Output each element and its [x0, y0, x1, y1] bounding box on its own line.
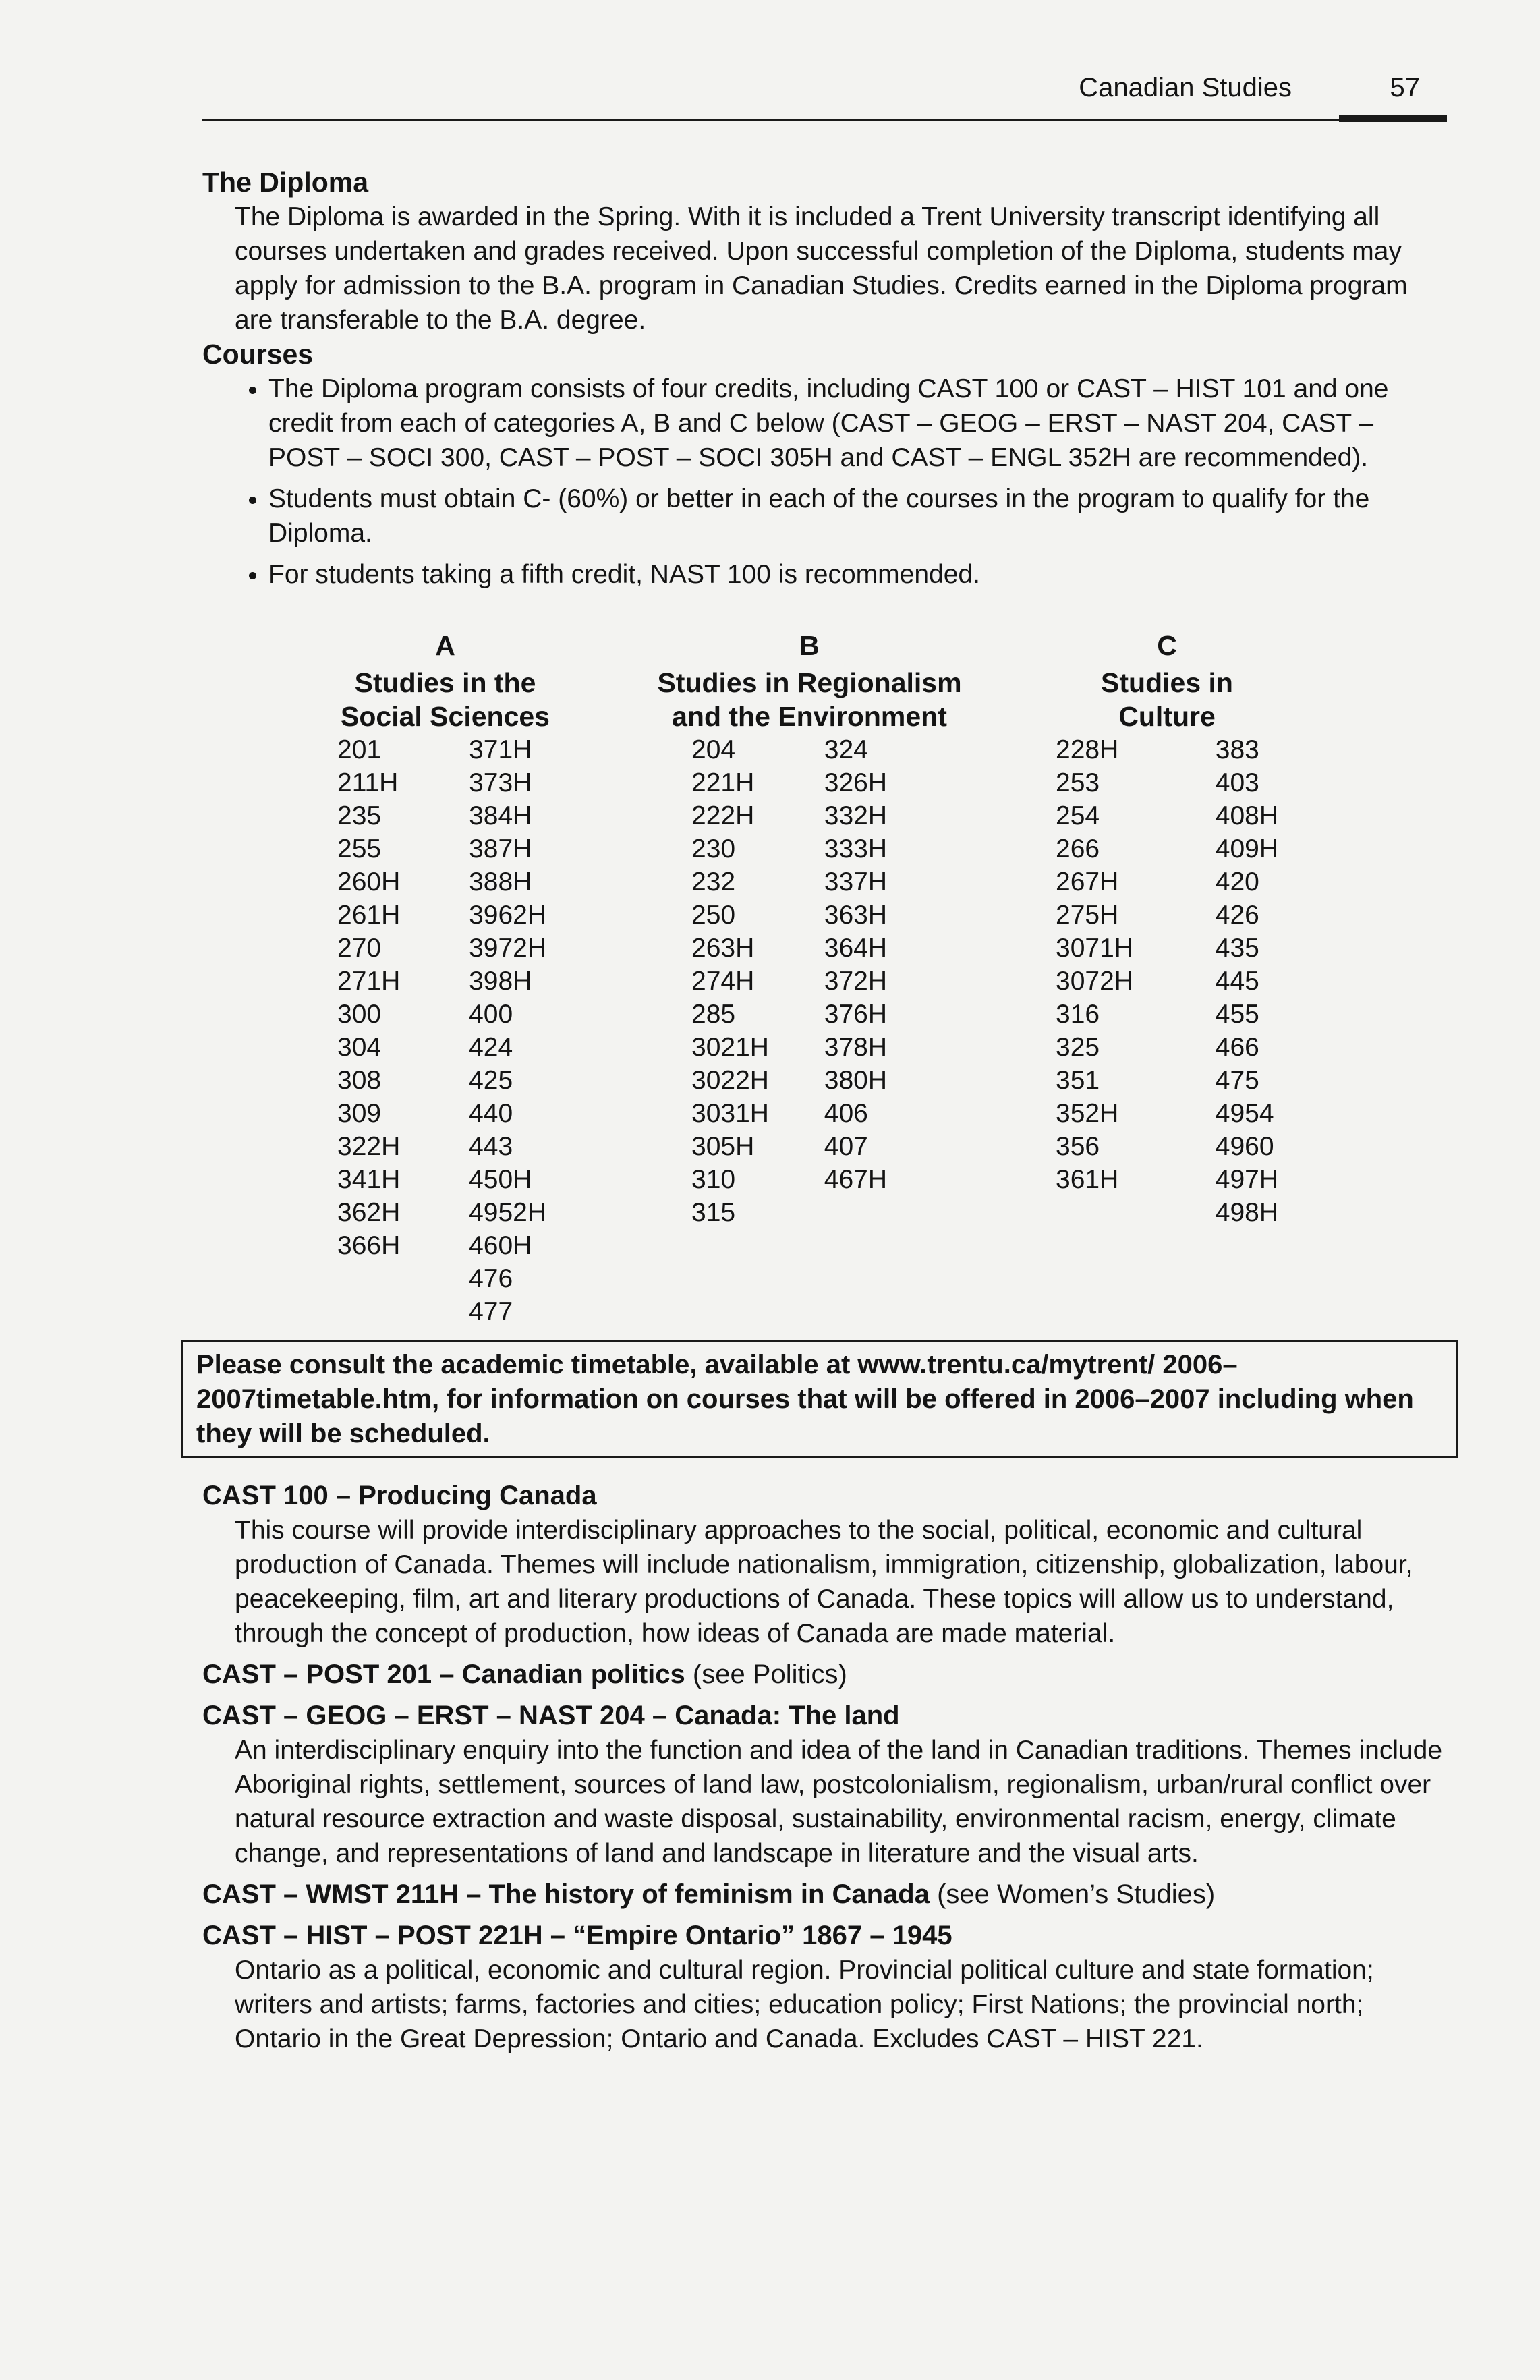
course-number: 250 — [691, 901, 736, 930]
course-title — [202, 1699, 1447, 1733]
category-title-line: Culture — [1118, 701, 1216, 732]
course-number: 267H — [1056, 868, 1119, 897]
course-number: 378H — [824, 1033, 887, 1062]
course-number: 3022H — [691, 1066, 769, 1095]
course-code-title: CAST – GEOG – ERST – NAST 204 – Canada: The land — [202, 1701, 900, 1730]
course-entry — [202, 1877, 1447, 1912]
course-number: 475 — [1215, 1066, 1259, 1095]
course-number: 222H — [691, 801, 755, 830]
course-number: 326H — [824, 768, 887, 797]
course-description: Ontario as a political, economic and cultural region. Provincial political culture and state formation; writers and artists; farms, factories and cities; education policy; First Nations; the provincial north; Ontario in the Great Depression; Ontario and Canada. Excludes CAST – HIST 221. — [235, 1956, 1374, 2053]
course-number: 440 — [469, 1099, 513, 1128]
number-column — [337, 733, 400, 1328]
course-number: 362H — [337, 1198, 401, 1227]
course-number: 3071H — [1056, 934, 1133, 963]
timetable-notice: Please consult the academic timetable, available at www.trentu.ca/mytrent/ 2006–2007timetable.htm, for information on courses that will be offered in 2006–2007 including when they will be scheduled. — [181, 1340, 1458, 1458]
course-number: 384H — [469, 801, 532, 830]
course-number: 388H — [469, 868, 532, 897]
course-number: 316 — [1056, 1000, 1100, 1029]
course-number: 443 — [469, 1132, 513, 1161]
course-number: 310 — [691, 1165, 736, 1194]
course-number: 445 — [1215, 967, 1259, 996]
course-number: 333H — [824, 834, 887, 863]
course-code-title: CAST – HIST – POST 221H – “Empire Ontario” 1867 – 1945 — [202, 1921, 952, 1950]
course-number: 253 — [1056, 768, 1100, 797]
course-number: 4960 — [1215, 1132, 1274, 1161]
course-number: 476 — [469, 1264, 513, 1293]
course-number: 315 — [691, 1198, 736, 1227]
header-rule — [202, 119, 1447, 121]
course-entry — [202, 1699, 1447, 1871]
course-number: 387H — [469, 834, 532, 863]
course-number: 408H — [1215, 801, 1278, 830]
running-head — [202, 73, 1447, 120]
course-number: 4954 — [1215, 1099, 1274, 1128]
requirement-item: • For students taking a fifth credit, NAST 100 is recommended. — [268, 557, 1447, 592]
category-title-line: Social Sciences — [341, 701, 550, 732]
course-number: 232 — [691, 868, 736, 897]
course-number: 371H — [469, 735, 532, 764]
course-number: 376H — [824, 1000, 887, 1029]
course-number: 260H — [337, 868, 401, 897]
course-number: 324 — [824, 735, 868, 764]
course-number: 498H — [1215, 1198, 1278, 1227]
number-column — [824, 733, 887, 1229]
category-b — [651, 625, 968, 1229]
course-description: An interdisciplinary enquiry into the function and idea of the land in Canadian traditions. Themes include Aboriginal rights, settlement, sources of land law, postcolonialism, regionalism, urban/rural conflict over natural resource extraction and waste disposal, sustainability, environmental racism, energy, climate change, and representations of land and landscape in literature and the visual arts. — [235, 1736, 1443, 1868]
category-numbers — [1056, 733, 1278, 1229]
category-a — [331, 625, 560, 1328]
number-column — [469, 733, 546, 1328]
course-number: 337H — [824, 868, 887, 897]
category-letter: B — [799, 630, 820, 661]
course-number: 3072H — [1056, 967, 1133, 996]
requirement-item: • Students must obtain C- (60%) or better in each of the courses in the program to qualify for the Diploma. — [268, 482, 1447, 550]
course-number: 3972H — [469, 934, 546, 963]
category-numbers — [651, 733, 968, 1229]
course-number: 274H — [691, 967, 755, 996]
course-number: 255 — [337, 834, 382, 863]
course-number: 425 — [469, 1066, 513, 1095]
course-number: 270 — [337, 934, 382, 963]
course-number: 228H — [1056, 735, 1119, 764]
course-number: 230 — [691, 834, 736, 863]
category-letter: C — [1157, 630, 1177, 661]
course-number: 263H — [691, 934, 755, 963]
category-title-line: Studies in Regionalism — [657, 667, 962, 698]
course-categories-table — [202, 625, 1447, 1326]
course-number: 406 — [824, 1099, 868, 1128]
course-number: 380H — [824, 1066, 887, 1095]
requirements-list — [202, 372, 1447, 592]
course-number: 300 — [337, 1000, 382, 1029]
course-number: 304 — [337, 1033, 382, 1062]
category-numbers — [331, 733, 560, 1328]
course-number: 372H — [824, 967, 887, 996]
course-number: 3031H — [691, 1099, 769, 1128]
course-number: 361H — [1056, 1165, 1119, 1194]
course-number: 3962H — [469, 901, 546, 930]
number-column — [691, 733, 769, 1229]
course-number: 221H — [691, 768, 755, 797]
course-number: 261H — [337, 901, 401, 930]
course-number: 341H — [337, 1165, 401, 1194]
course-number: 363H — [824, 901, 887, 930]
page-number: 57 — [1390, 73, 1420, 103]
course-entry — [202, 1919, 1447, 2056]
course-number: 201 — [337, 735, 382, 764]
course-number: 477 — [469, 1297, 513, 1326]
course-entry — [202, 1658, 1447, 1692]
course-number: 352H — [1056, 1099, 1119, 1128]
course-number: 450H — [469, 1165, 532, 1194]
course-number: 400 — [469, 1000, 513, 1029]
course-note: (see Women’s Studies) — [930, 1879, 1216, 1909]
category-title-line: Studies in — [1101, 667, 1233, 698]
course-title — [202, 1479, 1447, 1513]
category-letter: A — [435, 630, 455, 661]
course-code-title: CAST 100 – Producing Canada — [202, 1481, 597, 1510]
course-number: 373H — [469, 768, 532, 797]
course-number: 366H — [337, 1231, 401, 1260]
course-number: 235 — [337, 801, 382, 830]
header-rule-accent — [1339, 115, 1447, 122]
number-column — [1056, 733, 1133, 1229]
course-title — [202, 1658, 1447, 1692]
course-title — [202, 1919, 1447, 1953]
course-number: 266 — [1056, 834, 1100, 863]
course-number: 364H — [824, 934, 887, 963]
course-title — [202, 1877, 1447, 1912]
course-note: (see Politics) — [685, 1660, 847, 1689]
course-number: 332H — [824, 801, 887, 830]
course-number: 254 — [1056, 801, 1100, 830]
category-c — [1056, 625, 1278, 1229]
course-number: 285 — [691, 1000, 736, 1029]
course-number: 204 — [691, 735, 736, 764]
course-number: 455 — [1215, 1000, 1259, 1029]
diploma-paragraph: The Diploma is awarded in the Spring. With it is included a Trent University transcript identifying all courses undertaken and grades received. Upon successful completion of the Diploma, students may apply for admission to the B.A. program in Canadian Studies. Credits earned in the Diploma program are transferable to the B.A. degree. — [235, 202, 1408, 335]
category-title-line: and the Environment — [672, 701, 947, 732]
course-number: 466 — [1215, 1033, 1259, 1062]
course-number: 398H — [469, 967, 532, 996]
course-number: 467H — [824, 1165, 887, 1194]
course-number: 308 — [337, 1066, 382, 1095]
course-number: 305H — [691, 1132, 755, 1161]
diploma-heading: The Diploma — [202, 167, 369, 198]
category-title-line: Studies in the — [354, 667, 536, 698]
course-number: 460H — [469, 1231, 532, 1260]
course-number: 435 — [1215, 934, 1259, 963]
course-number: 275H — [1056, 901, 1119, 930]
course-number: 271H — [337, 967, 401, 996]
course-number: 424 — [469, 1033, 513, 1062]
course-number: 211H — [337, 768, 399, 797]
course-code-title: CAST – WMST 211H – The history of feminism in Canada — [202, 1879, 930, 1909]
course-number: 407 — [824, 1132, 868, 1161]
course-number: 383 — [1215, 735, 1259, 764]
course-number: 351 — [1056, 1066, 1100, 1095]
course-number: 403 — [1215, 768, 1259, 797]
course-number: 3021H — [691, 1033, 769, 1062]
page-content — [196, 165, 1447, 2056]
course-number: 409H — [1215, 834, 1278, 863]
course-number: 426 — [1215, 901, 1259, 930]
running-title: Canadian Studies — [1079, 73, 1292, 103]
requirement-item: • The Diploma program consists of four credits, including CAST 100 or CAST – HIST 101 and one credit from each of categories A, B and C below (CAST – GEOG – ERST – NAST 204, CAST – POST – SOCI 300, CAST – POST – SOCI 305H and CAST – ENGL 352H are recommended). — [268, 372, 1447, 475]
course-number: 4952H — [469, 1198, 546, 1227]
number-column — [1216, 733, 1278, 1229]
course-number: 420 — [1215, 868, 1259, 897]
course-number: 497H — [1215, 1165, 1278, 1194]
course-description: This course will provide interdisciplinary approaches to the social, political, economic and cultural production of Canada. Themes will include nationalism, immigration, citizenship, globalization, labour, peacekeeping, film, art and literary productions of Canada. These topics will allow us to understand, through the concept of production, how ideas of Canada are made material. — [235, 1516, 1413, 1648]
course-number: 356 — [1056, 1132, 1100, 1161]
course-entry — [202, 1479, 1447, 1651]
course-number: 309 — [337, 1099, 382, 1128]
course-number: 322H — [337, 1132, 401, 1161]
course-code-title: CAST – POST 201 – Canadian politics — [202, 1660, 685, 1689]
course-number: 325 — [1056, 1033, 1100, 1062]
courses-heading: Courses — [202, 339, 314, 370]
